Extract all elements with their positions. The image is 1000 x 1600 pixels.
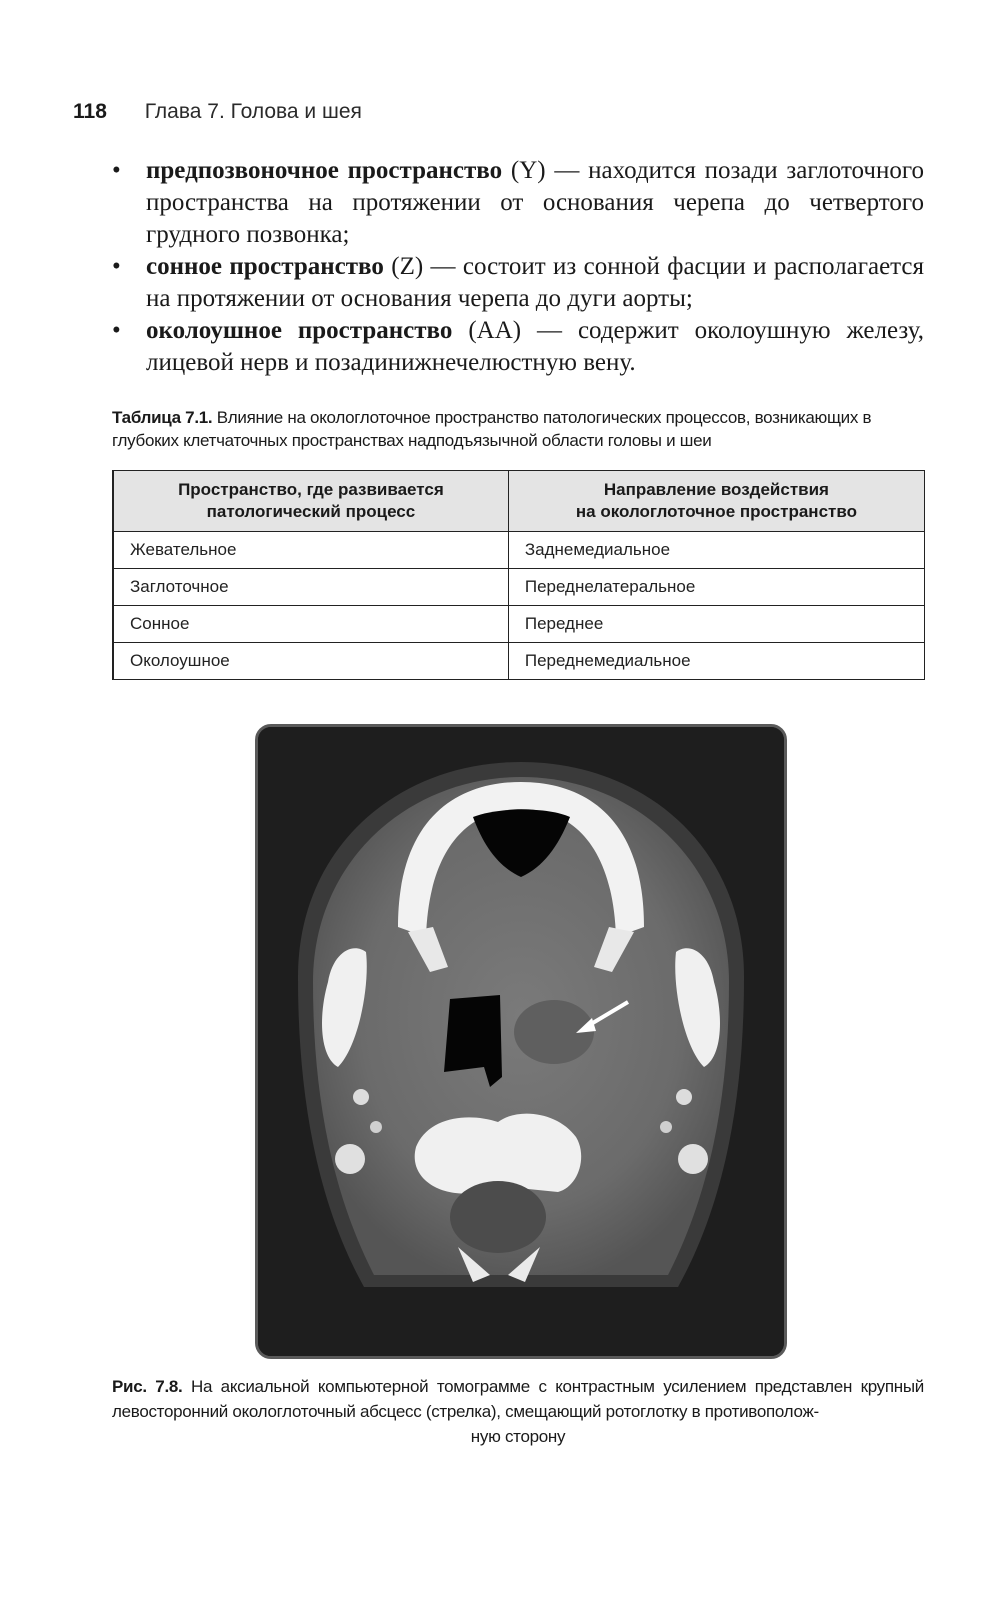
- column-header-line: Направление воздействия: [603, 480, 829, 499]
- table-cell: Переднелатеральное: [508, 569, 924, 606]
- table-caption-text: Влияние на окологлоточное пространство патологических процессов, возникающих в глубоких клетчаточных пространствах надподъязычной области головы и шеи: [112, 408, 872, 450]
- table-row: [113, 569, 925, 606]
- figure-caption-last-line: ную сторону: [470, 1427, 566, 1446]
- ct-scan-illustration: [258, 727, 784, 1356]
- page-number: 118: [73, 100, 107, 123]
- bullet-marker: •: [112, 253, 121, 280]
- bullet-marker: •: [112, 157, 121, 184]
- bullet-text: (Z) — состоит из сонной фасции и располагается на протяжении от основания черепа до дуги аорты;: [146, 253, 924, 312]
- column-header-line: на окологлоточное пространство: [575, 502, 857, 521]
- table-cell: Заднемедиальное: [508, 532, 924, 569]
- list-item: [112, 251, 924, 315]
- bullet-text: (Y) — находится позади заглоточного пространства на протяжении от основания черепа до четвертого грудного позвонка;: [146, 157, 924, 248]
- running-head: Глава 7. Голова и шея: [144, 100, 362, 123]
- figure-caption-label: Рис. 7.8.: [112, 1377, 183, 1396]
- page-header: [73, 100, 362, 124]
- table-cell: Сонное: [113, 606, 508, 643]
- column-header-line: патологический процесс: [206, 502, 416, 521]
- table-cell: Заглоточное: [113, 569, 508, 606]
- table-row: [113, 532, 925, 569]
- figure-caption-text: На аксиальной компьютерной томограмме с контрастным усилением представлен крупный левосторонний окологлоточный абсцесс (стрелка), смещающий ротоглотку в противополож-: [112, 1377, 924, 1421]
- column-header: [508, 471, 924, 532]
- ct-scan-image: [255, 724, 787, 1359]
- figure-caption: [112, 1374, 924, 1449]
- bullet-list: [112, 155, 924, 379]
- table-caption-label: Таблица 7.1.: [112, 408, 213, 427]
- table-cell: Переднее: [508, 606, 924, 643]
- bullet-term: предпозвоночное пространство: [146, 157, 503, 184]
- table-cell: Жевательное: [113, 532, 508, 569]
- table-row: [113, 606, 925, 643]
- bullet-term: околоушное пространство: [146, 317, 453, 344]
- bullet-marker: •: [112, 317, 121, 344]
- table-header-row: [113, 471, 925, 532]
- table-caption: [112, 406, 924, 452]
- data-table: [112, 470, 925, 680]
- table-cell: Переднемедиальное: [508, 643, 924, 680]
- list-item: [112, 155, 924, 251]
- column-header-line: Пространство, где развивается: [178, 480, 444, 499]
- table-cell: Околоушное: [113, 643, 508, 680]
- column-header: [113, 471, 508, 532]
- list-item: [112, 315, 924, 379]
- bullet-term: сонное пространство: [146, 253, 384, 280]
- bullet-text: (AA) — содержит околоушную железу, лицевой нерв и позадинижнечелюстную вену.: [146, 317, 924, 376]
- table-row: [113, 643, 925, 680]
